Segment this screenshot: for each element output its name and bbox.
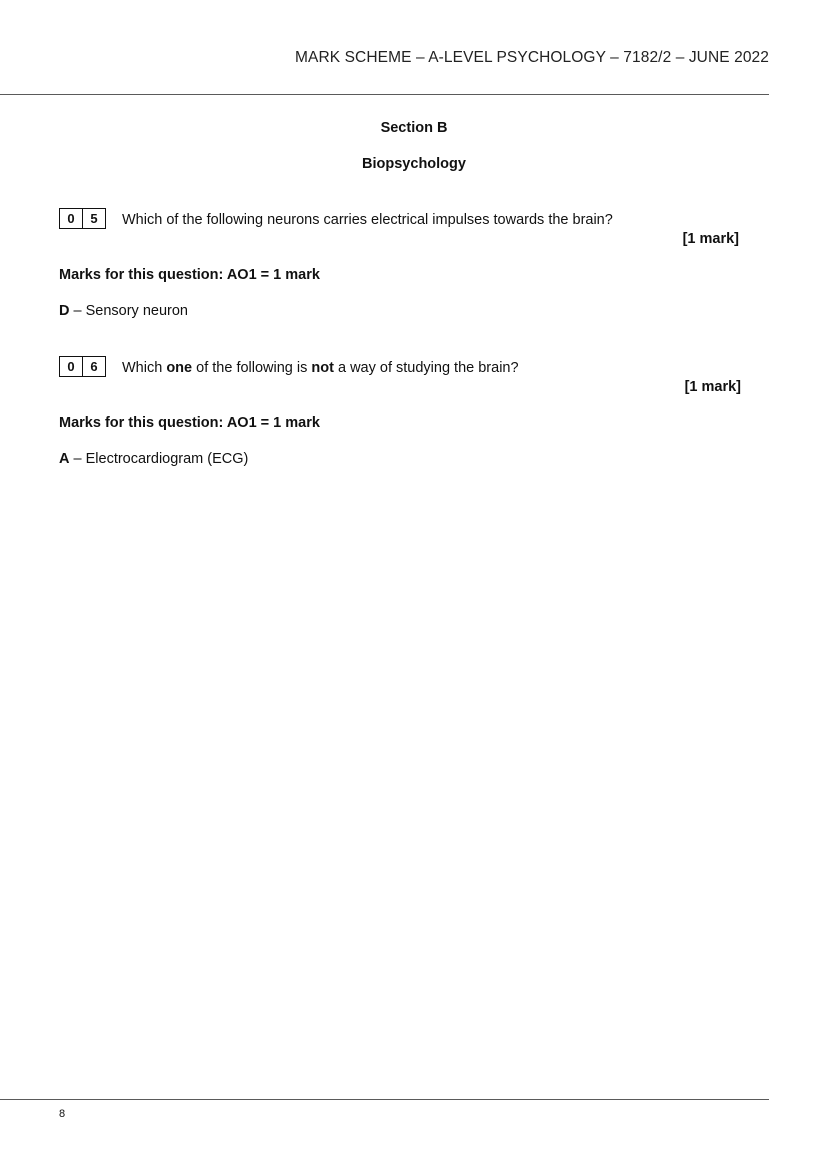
question-text-part: a way of studying the brain?	[333, 360, 519, 376]
question-marks: [1 mark]	[682, 231, 739, 247]
answer-text: – Electrocardiogram (ECG)	[69, 451, 249, 467]
question-text-part: Which	[122, 360, 167, 376]
question-marks: [1 mark]	[684, 379, 741, 395]
question-number-digit: 6	[82, 357, 105, 376]
answer-letter: A	[59, 451, 70, 467]
question-text-part: of the following is	[192, 360, 312, 376]
question-number-digit: 0	[67, 359, 75, 374]
section-subtitle: Biopsychology	[362, 156, 466, 172]
answer-text: – Sensory neuron	[69, 303, 188, 319]
answer-line	[59, 451, 248, 467]
marks-label: Marks for this question: AO1 = 1 mark	[59, 415, 320, 431]
document-header-title: MARK SCHEME – A-LEVEL PSYCHOLOGY – 7182/2 – JUNE 2022	[295, 49, 769, 66]
page-number: 8	[59, 1108, 66, 1120]
section-title: Section B	[380, 120, 448, 136]
answer-line	[59, 303, 188, 319]
question-number-digit: 5	[82, 209, 105, 228]
question-number-box	[59, 356, 106, 377]
footer-rule	[0, 1099, 769, 1100]
question-number-digit: 0	[67, 211, 75, 226]
question-number-box	[59, 208, 106, 229]
header-rule	[0, 94, 769, 95]
marks-label: Marks for this question: AO1 = 1 mark	[59, 267, 320, 283]
question-text-emphasis: one	[166, 360, 193, 376]
question-text-emphasis: not	[311, 360, 334, 376]
answer-letter: D	[59, 303, 70, 319]
question-text: Which of the following neurons carries electrical impulses towards the brain?	[122, 212, 613, 228]
question-text	[122, 360, 519, 376]
